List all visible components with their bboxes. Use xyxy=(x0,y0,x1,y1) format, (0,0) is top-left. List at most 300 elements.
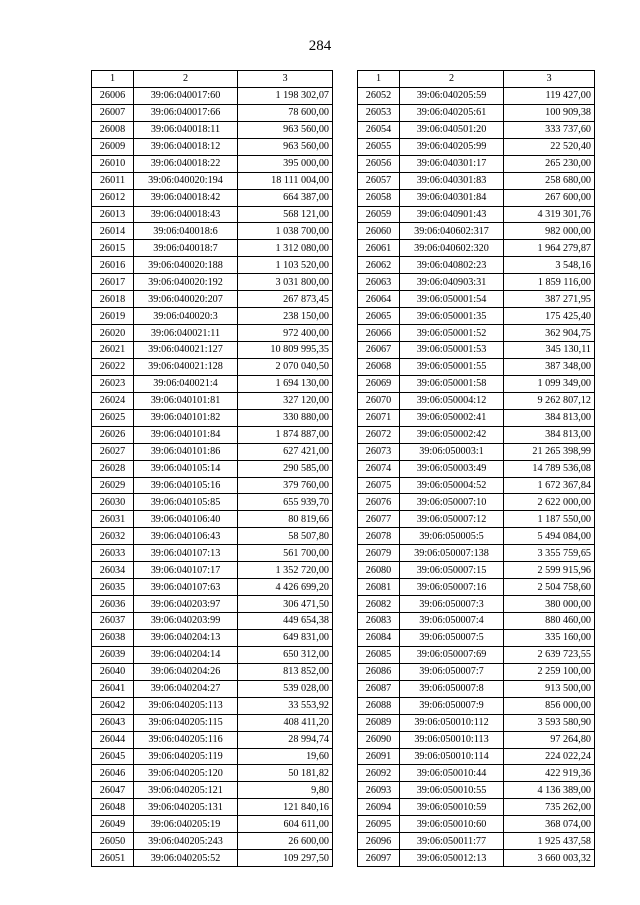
table-row xyxy=(92,850,333,867)
value: 267 600,00 xyxy=(504,189,595,206)
value: 10 809 995,35 xyxy=(238,342,333,359)
table-row xyxy=(358,477,595,494)
cadastral-number: 39:06:040501:20 xyxy=(400,121,504,138)
table-row xyxy=(358,613,595,630)
value: 387 271,95 xyxy=(504,291,595,308)
cadastral-number: 39:06:040205:61 xyxy=(400,104,504,121)
cadastral-number: 39:06:040018:22 xyxy=(134,155,238,172)
cadastral-number: 39:06:050007:8 xyxy=(400,680,504,697)
cadastral-number: 39:06:050010:112 xyxy=(400,714,504,731)
value: 395 000,00 xyxy=(238,155,333,172)
table-row xyxy=(92,528,333,545)
row-number: 26095 xyxy=(358,816,400,833)
cadastral-number: 39:06:050005:5 xyxy=(400,528,504,545)
row-number: 26069 xyxy=(358,375,400,392)
cadastral-number: 39:06:040301:17 xyxy=(400,155,504,172)
row-number: 26057 xyxy=(358,172,400,189)
value: 3 031 800,00 xyxy=(238,274,333,291)
row-number: 26013 xyxy=(92,206,134,223)
row-number: 26078 xyxy=(358,528,400,545)
row-number: 26052 xyxy=(358,87,400,104)
row-number: 26082 xyxy=(358,596,400,613)
cadastral-number: 39:06:040018:42 xyxy=(134,189,238,206)
table-row xyxy=(92,325,333,342)
value: 330 880,00 xyxy=(238,409,333,426)
cadastral-number: 39:06:040106:43 xyxy=(134,528,238,545)
table-row xyxy=(358,104,595,121)
table-row xyxy=(358,257,595,274)
table-row xyxy=(92,460,333,477)
row-number: 26054 xyxy=(358,121,400,138)
row-number: 26028 xyxy=(92,460,134,477)
row-number: 26049 xyxy=(92,816,134,833)
cadastral-number: 39:06:050002:41 xyxy=(400,409,504,426)
value: 9,80 xyxy=(238,782,333,799)
header-row xyxy=(358,71,595,88)
row-number: 26061 xyxy=(358,240,400,257)
value: 2 504 758,60 xyxy=(504,579,595,596)
cadastral-number: 39:06:040020:194 xyxy=(134,172,238,189)
cadastral-number: 39:06:050007:5 xyxy=(400,629,504,646)
row-number: 26016 xyxy=(92,257,134,274)
table-row xyxy=(92,308,333,325)
cadastral-number: 39:06:050004:12 xyxy=(400,392,504,409)
row-number: 26071 xyxy=(358,409,400,426)
cadastral-number: 39:06:050007:138 xyxy=(400,545,504,562)
value: 422 919,36 xyxy=(504,765,595,782)
row-number: 26026 xyxy=(92,426,134,443)
row-number: 26036 xyxy=(92,596,134,613)
row-number: 26094 xyxy=(358,799,400,816)
value: 561 700,00 xyxy=(238,545,333,562)
cadastral-number: 39:06:040107:63 xyxy=(134,579,238,596)
row-number: 26046 xyxy=(92,765,134,782)
value: 258 680,00 xyxy=(504,172,595,189)
cadastral-number: 39:06:050001:55 xyxy=(400,358,504,375)
table-row xyxy=(358,646,595,663)
cadastral-number: 39:06:050007:69 xyxy=(400,646,504,663)
row-number: 26032 xyxy=(92,528,134,545)
table-row xyxy=(92,257,333,274)
cadastral-number: 39:06:040101:86 xyxy=(134,443,238,460)
header-row xyxy=(92,71,333,88)
cadastral-number: 39:06:050001:58 xyxy=(400,375,504,392)
cadastral-number: 39:06:040101:81 xyxy=(134,392,238,409)
value: 175 425,40 xyxy=(504,308,595,325)
value: 22 520,40 xyxy=(504,138,595,155)
value: 26 600,00 xyxy=(238,833,333,850)
value: 119 427,00 xyxy=(504,87,595,104)
row-number: 26059 xyxy=(358,206,400,223)
cadastral-number: 39:06:040107:17 xyxy=(134,562,238,579)
table-row xyxy=(358,511,595,528)
row-number: 26097 xyxy=(358,850,400,867)
value: 2 070 040,50 xyxy=(238,358,333,375)
row-number: 26021 xyxy=(92,342,134,359)
row-number: 26017 xyxy=(92,274,134,291)
cadastral-number: 39:06:050010:60 xyxy=(400,816,504,833)
column-header-cadastral: 2 xyxy=(400,71,504,88)
cadastral-number: 39:06:040107:13 xyxy=(134,545,238,562)
value: 539 028,00 xyxy=(238,680,333,697)
row-number: 26064 xyxy=(358,291,400,308)
cadastral-number: 39:06:040101:82 xyxy=(134,409,238,426)
table-row xyxy=(92,714,333,731)
row-number: 26008 xyxy=(92,121,134,138)
row-number: 26035 xyxy=(92,579,134,596)
row-number: 26014 xyxy=(92,223,134,240)
row-number: 26033 xyxy=(92,545,134,562)
row-number: 26015 xyxy=(92,240,134,257)
value: 408 411,20 xyxy=(238,714,333,731)
value: 9 262 807,12 xyxy=(504,392,595,409)
table-row xyxy=(358,816,595,833)
cadastral-number: 39:06:050010:59 xyxy=(400,799,504,816)
value: 19,60 xyxy=(238,748,333,765)
value: 813 852,00 xyxy=(238,663,333,680)
row-number: 26040 xyxy=(92,663,134,680)
row-number: 26044 xyxy=(92,731,134,748)
column-header-number: 1 xyxy=(92,71,134,88)
row-number: 26063 xyxy=(358,274,400,291)
row-number: 26051 xyxy=(92,850,134,867)
value: 333 737,60 xyxy=(504,121,595,138)
cadastral-number: 39:06:050007:12 xyxy=(400,511,504,528)
row-number: 26029 xyxy=(92,477,134,494)
row-number: 26066 xyxy=(358,325,400,342)
table-row xyxy=(358,680,595,697)
value: 267 873,45 xyxy=(238,291,333,308)
row-number: 26092 xyxy=(358,765,400,782)
value: 963 560,00 xyxy=(238,138,333,155)
value: 2 639 723,55 xyxy=(504,646,595,663)
table-row xyxy=(92,579,333,596)
cadastral-number: 39:06:050004:52 xyxy=(400,477,504,494)
table-row xyxy=(92,375,333,392)
value: 650 312,00 xyxy=(238,646,333,663)
table-row xyxy=(358,342,595,359)
table-row xyxy=(358,172,595,189)
value: 3 355 759,65 xyxy=(504,545,595,562)
cadastral-number: 39:06:040018:7 xyxy=(134,240,238,257)
table-row xyxy=(92,240,333,257)
value: 100 909,38 xyxy=(504,104,595,121)
cadastral-number: 39:06:050001:35 xyxy=(400,308,504,325)
table-row xyxy=(358,206,595,223)
value: 913 500,00 xyxy=(504,680,595,697)
value: 384 813,00 xyxy=(504,409,595,426)
table-row xyxy=(92,291,333,308)
table-row xyxy=(92,511,333,528)
value: 1 694 130,00 xyxy=(238,375,333,392)
table-row xyxy=(92,155,333,172)
row-number: 26048 xyxy=(92,799,134,816)
value: 1 038 700,00 xyxy=(238,223,333,240)
value: 1 352 720,00 xyxy=(238,562,333,579)
column-header-value: 3 xyxy=(504,71,595,88)
value: 880 460,00 xyxy=(504,613,595,630)
value: 449 654,38 xyxy=(238,613,333,630)
table-row xyxy=(358,325,595,342)
cadastral-number: 39:06:040205:113 xyxy=(134,697,238,714)
table-row xyxy=(358,748,595,765)
row-number: 26043 xyxy=(92,714,134,731)
value: 963 560,00 xyxy=(238,121,333,138)
table-row xyxy=(92,138,333,155)
value: 387 348,00 xyxy=(504,358,595,375)
table-row xyxy=(358,460,595,477)
cadastral-number: 39:06:040021:127 xyxy=(134,342,238,359)
table-row xyxy=(92,443,333,460)
table-row xyxy=(92,87,333,104)
value: 1 099 349,00 xyxy=(504,375,595,392)
cadastral-number: 39:06:050007:10 xyxy=(400,494,504,511)
table-row xyxy=(358,138,595,155)
row-number: 26007 xyxy=(92,104,134,121)
cadastral-number: 39:06:040021:4 xyxy=(134,375,238,392)
table-row xyxy=(92,494,333,511)
value: 1 859 116,00 xyxy=(504,274,595,291)
right-table xyxy=(357,70,595,867)
table-row xyxy=(358,87,595,104)
table-row xyxy=(358,240,595,257)
cadastral-number: 39:06:040602:320 xyxy=(400,240,504,257)
cadastral-number: 39:06:040205:131 xyxy=(134,799,238,816)
table-row xyxy=(358,274,595,291)
value: 3 548,16 xyxy=(504,257,595,274)
table-row xyxy=(358,663,595,680)
row-number: 26018 xyxy=(92,291,134,308)
row-number: 26055 xyxy=(358,138,400,155)
page-number: 284 xyxy=(308,38,332,54)
value: 121 840,16 xyxy=(238,799,333,816)
value: 50 181,82 xyxy=(238,765,333,782)
table-row xyxy=(358,189,595,206)
cadastral-number: 39:06:040205:99 xyxy=(400,138,504,155)
row-number: 26056 xyxy=(358,155,400,172)
row-number: 26083 xyxy=(358,613,400,630)
row-number: 26034 xyxy=(92,562,134,579)
table-row xyxy=(92,223,333,240)
cadastral-number: 39:06:050003:49 xyxy=(400,460,504,477)
row-number: 26089 xyxy=(358,714,400,731)
cadastral-number: 39:06:050010:114 xyxy=(400,748,504,765)
table-row xyxy=(358,697,595,714)
cadastral-number: 39:06:040903:31 xyxy=(400,274,504,291)
value: 1 198 302,07 xyxy=(238,87,333,104)
row-number: 26073 xyxy=(358,443,400,460)
table-row xyxy=(92,545,333,562)
row-number: 26010 xyxy=(92,155,134,172)
value: 97 264,80 xyxy=(504,731,595,748)
table-row xyxy=(358,528,595,545)
cadastral-number: 39:06:050007:7 xyxy=(400,663,504,680)
value: 982 000,00 xyxy=(504,223,595,240)
row-number: 26037 xyxy=(92,613,134,630)
value: 856 000,00 xyxy=(504,697,595,714)
table-row xyxy=(92,596,333,613)
row-number: 26053 xyxy=(358,104,400,121)
value: 2 599 915,96 xyxy=(504,562,595,579)
cadastral-number: 39:06:040205:52 xyxy=(134,850,238,867)
table-row xyxy=(92,121,333,138)
row-number: 26042 xyxy=(92,697,134,714)
value: 1 874 887,00 xyxy=(238,426,333,443)
value: 3 660 003,32 xyxy=(504,850,595,867)
row-number: 26025 xyxy=(92,409,134,426)
cadastral-number: 39:06:040021:128 xyxy=(134,358,238,375)
value: 1 187 550,00 xyxy=(504,511,595,528)
value: 14 789 536,08 xyxy=(504,460,595,477)
cadastral-number: 39:06:050002:42 xyxy=(400,426,504,443)
row-number: 26079 xyxy=(358,545,400,562)
table-row xyxy=(358,494,595,511)
value: 109 297,50 xyxy=(238,850,333,867)
cadastral-number: 39:06:050003:1 xyxy=(400,443,504,460)
cadastral-number: 39:06:050010:44 xyxy=(400,765,504,782)
table-row xyxy=(358,850,595,867)
table-row xyxy=(92,646,333,663)
cadastral-number: 39:06:040017:60 xyxy=(134,87,238,104)
value: 224 022,24 xyxy=(504,748,595,765)
row-number: 26077 xyxy=(358,511,400,528)
value: 379 760,00 xyxy=(238,477,333,494)
value: 380 000,00 xyxy=(504,596,595,613)
cadastral-number: 39:06:050001:52 xyxy=(400,325,504,342)
row-number: 26050 xyxy=(92,833,134,850)
cadastral-number: 39:06:040205:19 xyxy=(134,816,238,833)
row-number: 26006 xyxy=(92,87,134,104)
cadastral-number: 39:06:040021:11 xyxy=(134,325,238,342)
cadastral-number: 39:06:040204:14 xyxy=(134,646,238,663)
table-row xyxy=(358,629,595,646)
value: 306 471,50 xyxy=(238,596,333,613)
row-number: 26072 xyxy=(358,426,400,443)
cadastral-number: 39:06:040203:99 xyxy=(134,613,238,630)
row-number: 26023 xyxy=(92,375,134,392)
row-number: 26091 xyxy=(358,748,400,765)
table-row xyxy=(92,613,333,630)
cadastral-number: 39:06:040018:12 xyxy=(134,138,238,155)
cadastral-number: 39:06:040018:6 xyxy=(134,223,238,240)
value: 4 319 301,76 xyxy=(504,206,595,223)
row-number: 26058 xyxy=(358,189,400,206)
table-row xyxy=(92,799,333,816)
cadastral-number: 39:06:040020:207 xyxy=(134,291,238,308)
value: 1 312 080,00 xyxy=(238,240,333,257)
cadastral-number: 39:06:040101:84 xyxy=(134,426,238,443)
cadastral-number: 39:06:050007:4 xyxy=(400,613,504,630)
value: 368 074,00 xyxy=(504,816,595,833)
table-row xyxy=(92,172,333,189)
value: 649 831,00 xyxy=(238,629,333,646)
table-row xyxy=(358,358,595,375)
table-row xyxy=(92,816,333,833)
table-row xyxy=(92,833,333,850)
table-row xyxy=(92,629,333,646)
value: 5 494 084,00 xyxy=(504,528,595,545)
table-row xyxy=(358,714,595,731)
row-number: 26024 xyxy=(92,392,134,409)
row-number: 26081 xyxy=(358,579,400,596)
table-row xyxy=(92,189,333,206)
value: 335 160,00 xyxy=(504,629,595,646)
row-number: 26065 xyxy=(358,308,400,325)
cadastral-number: 39:06:040017:66 xyxy=(134,104,238,121)
value: 735 262,00 xyxy=(504,799,595,816)
value: 327 120,00 xyxy=(238,392,333,409)
value: 1 103 520,00 xyxy=(238,257,333,274)
cadastral-number: 39:06:040020:3 xyxy=(134,308,238,325)
row-number: 26009 xyxy=(92,138,134,155)
row-number: 26075 xyxy=(358,477,400,494)
cadastral-number: 39:06:040205:243 xyxy=(134,833,238,850)
row-number: 26096 xyxy=(358,833,400,850)
cadastral-number: 39:06:050001:54 xyxy=(400,291,504,308)
row-number: 26060 xyxy=(358,223,400,240)
value: 290 585,00 xyxy=(238,460,333,477)
cadastral-number: 39:06:050007:16 xyxy=(400,579,504,596)
value: 384 813,00 xyxy=(504,426,595,443)
cadastral-number: 39:06:040901:43 xyxy=(400,206,504,223)
value: 33 553,92 xyxy=(238,697,333,714)
value: 4 136 389,00 xyxy=(504,782,595,799)
table-row xyxy=(358,765,595,782)
row-number: 26085 xyxy=(358,646,400,663)
row-number: 26087 xyxy=(358,680,400,697)
row-number: 26076 xyxy=(358,494,400,511)
table-row xyxy=(358,833,595,850)
row-number: 26084 xyxy=(358,629,400,646)
cadastral-number: 39:06:040105:16 xyxy=(134,477,238,494)
table-row xyxy=(358,545,595,562)
cadastral-number: 39:06:050007:3 xyxy=(400,596,504,613)
row-number: 26090 xyxy=(358,731,400,748)
left-table xyxy=(91,70,333,867)
value: 58 507,80 xyxy=(238,528,333,545)
cadastral-number: 39:06:040205:120 xyxy=(134,765,238,782)
row-number: 26045 xyxy=(92,748,134,765)
value: 265 230,00 xyxy=(504,155,595,172)
value: 4 426 699,20 xyxy=(238,579,333,596)
cadastral-number: 39:06:040204:13 xyxy=(134,629,238,646)
cadastral-number: 39:06:050012:13 xyxy=(400,850,504,867)
value: 28 994,74 xyxy=(238,731,333,748)
cadastral-number: 39:06:040018:11 xyxy=(134,121,238,138)
row-number: 26027 xyxy=(92,443,134,460)
table-row xyxy=(92,409,333,426)
table-row xyxy=(92,477,333,494)
cadastral-number: 39:06:040205:59 xyxy=(400,87,504,104)
value: 1 964 279,87 xyxy=(504,240,595,257)
table-row xyxy=(92,392,333,409)
column-header-value: 3 xyxy=(238,71,333,88)
value: 2 622 000,00 xyxy=(504,494,595,511)
cadastral-number: 39:06:040203:97 xyxy=(134,596,238,613)
value: 80 819,66 xyxy=(238,511,333,528)
value: 345 130,11 xyxy=(504,342,595,359)
table-row xyxy=(358,443,595,460)
table-row xyxy=(358,596,595,613)
value: 362 904,75 xyxy=(504,325,595,342)
table-row xyxy=(92,358,333,375)
table-row xyxy=(92,697,333,714)
row-number: 26022 xyxy=(92,358,134,375)
value: 3 593 580,90 xyxy=(504,714,595,731)
row-number: 26067 xyxy=(358,342,400,359)
table-row xyxy=(92,104,333,121)
table-row xyxy=(358,121,595,138)
